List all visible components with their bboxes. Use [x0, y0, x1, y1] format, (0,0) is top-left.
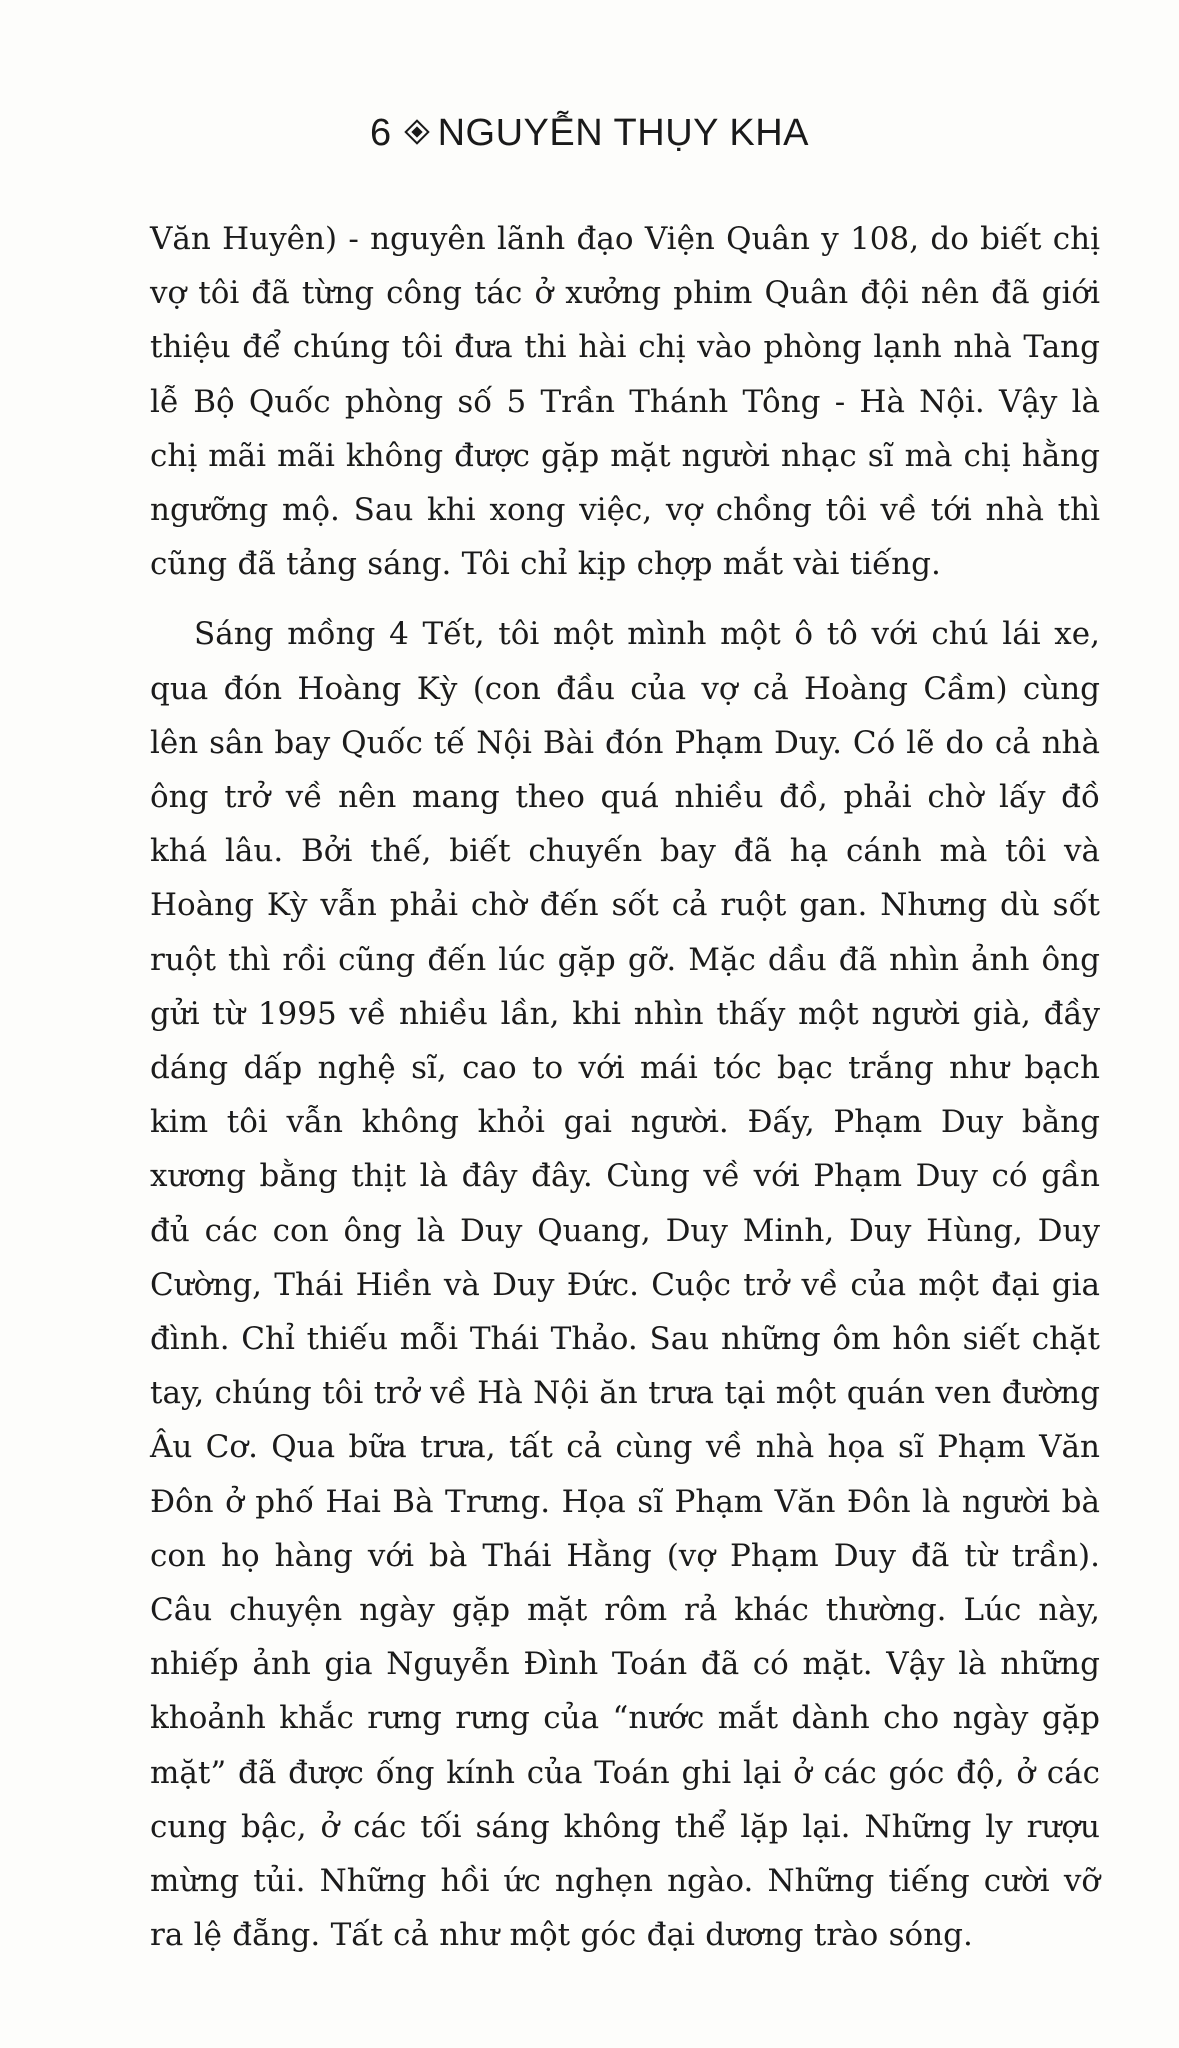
diamond-ornament-icon	[404, 119, 429, 144]
paragraph: Sáng mồng 4 Tết, tôi một mình một ô tô với chú lái xe, qua đón Hoàng Kỳ (con đầu của vợ cả Hoàng Cầm) cùng lên sân bay Quốc tế Nội Bài đón Phạm Duy. Có lẽ do cả nhà ông trở về nên mang theo quá nhiều đồ, phải chờ lấy đồ khá lâu. Bởi thế, biết chuyến bay đã hạ cánh mà tôi và Hoàng Kỳ vẫn phải chờ đến sốt cả ruột gan. Nhưng dù sốt ruột thì rồi cũng đến lúc gặp gỡ. Mặc dầu đã nhìn ảnh ông gửi từ 1995 về nhiều lần, khi nhìn thấy một người già, đầy dáng dấp nghệ sĩ, cao to với mái tóc bạc trắng như bạch kim tôi vẫn không khỏi gai người. Đấy, Phạm Duy bằng xương bằng thịt là đây đây. Cùng về với Phạm Duy có gần đủ các con ông là Duy Quang, Duy Minh, Duy Hùng, Duy Cường, Thái Hiền và Duy Đức. Cuộc trở về của một đại gia đình. Chỉ thiếu mỗi Thái Thảo. Sau những ôm hôn siết chặt tay, chúng tôi trở về Hà Nội ăn trưa tại một quán ven đường Âu Cơ. Qua bữa trưa, tất cả cùng về nhà họa sĩ Phạm Văn Đôn ở phố Hai Bà Trưng. Họa sĩ Phạm Văn Đôn là người bà con họ hàng với bà Thái Hằng (vợ Phạm Duy đã từ trần). Câu chuyện ngày gặp mặt rôm rả khác thường. Lúc này, nhiếp ảnh gia Nguyễn Đình Toán đã có mặt. Vậy là những khoảnh khắc rưng rưng của “nước mắt dành cho ngày gặp mặt” đã được ống kính của Toán ghi lại ở các góc độ, ở các cung bậc, ở các tối sáng không thể lặp lại. Những ly rượu mừng tủi. Những hồi ức nghẹn ngào. Những tiếng cười vỡ ra lệ đẵng. Tất cả như một góc đại dương trào sóng.	[150, 616, 1100, 1954]
page-number: 6	[369, 112, 392, 154]
body-text	[150, 212, 1100, 1963]
running-header	[0, 112, 1179, 155]
author-name: NGUYỄN THỤY KHA	[437, 112, 810, 154]
paragraph: Văn Huyên) - nguyên lãnh đạo Viện Quân y 108, do biết chị vợ tôi đã từng công tác ở xưởng phim Quân đội nên đã giới thiệu để chúng tôi đưa thi hài chị vào phòng lạnh nhà Tang lễ Bộ Quốc phòng số 5 Trần Thánh Tông - Hà Nội. Vậy là chị mãi mãi không được gặp mặt người nhạc sĩ mà chị hằng ngưỡng mộ. Sau khi xong việc, vợ chồng tôi về tới nhà thì cũng đã tảng sáng. Tôi chỉ kịp chợp mắt vài tiếng.	[150, 221, 1100, 583]
